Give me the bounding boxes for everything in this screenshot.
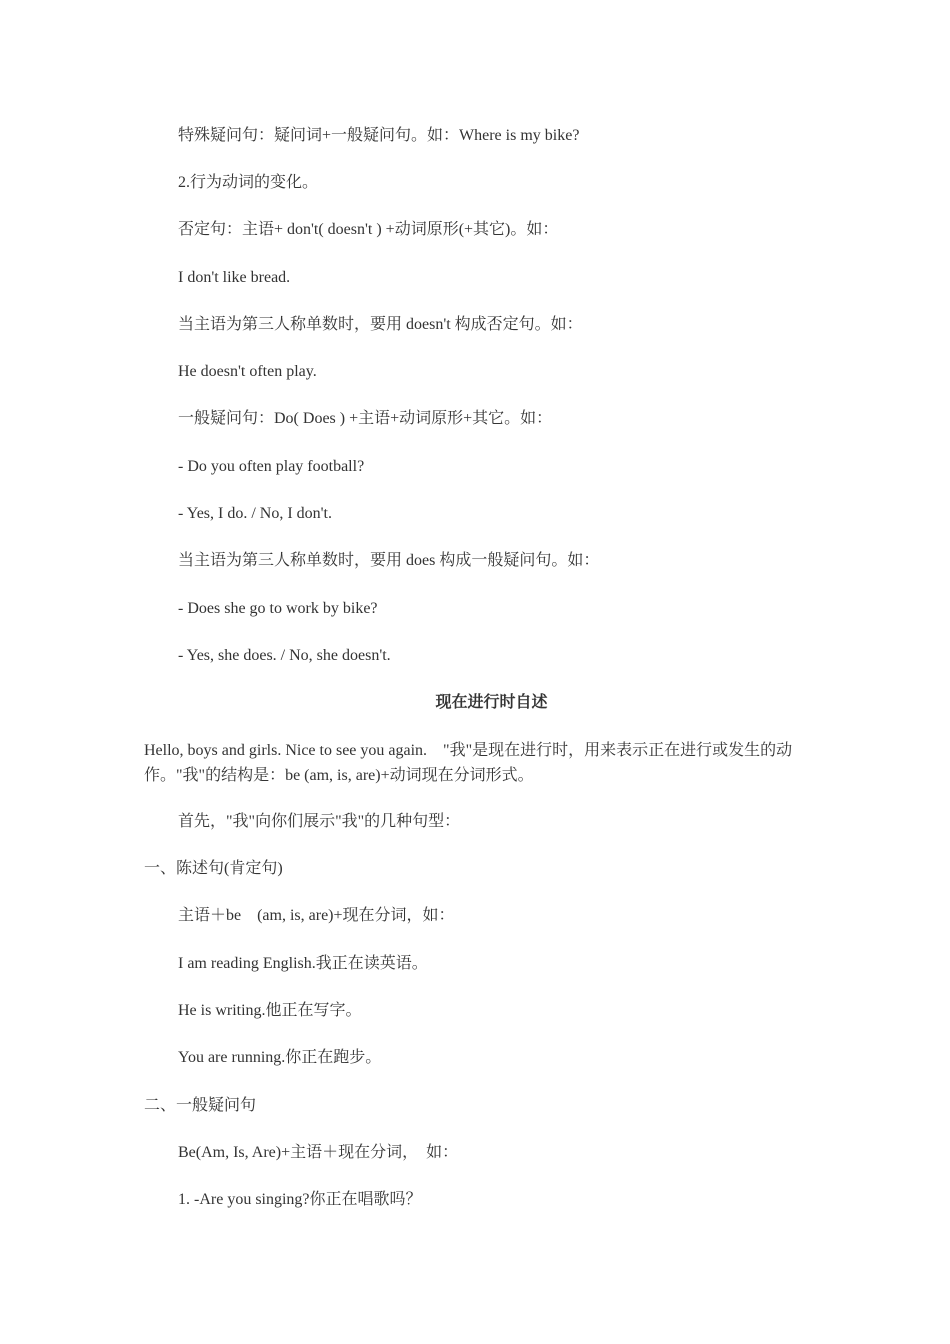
text-line-special-question: 特殊疑问句：疑问词+一般疑问句。如：Where is my bike?: [178, 127, 580, 144]
text-line-example-singing: 1. -Are you singing?你正在唱歌吗？: [178, 1191, 422, 1208]
text-line-example-reading: I am reading English.我正在读英语。: [178, 955, 428, 972]
text-line-negative-rule: 否定句：主语+ don't( doesn't ) +动词原形(+其它)。如：: [178, 221, 559, 238]
text-line-sentence-types-intro: 首先，"我"向你们展示"我"的几种句型：: [178, 813, 461, 830]
text-line-third-person-question: 当主语为第三人称单数时，要用 does 构成一般疑问句。如：: [178, 552, 600, 569]
text-line-question-structure: Be(Am, Is, Are)+主语＋现在分词， 如：: [178, 1144, 459, 1161]
text-line-verb-change: 2.行为动词的变化。: [178, 174, 319, 191]
text-line-example-play: He doesn't often play.: [178, 363, 317, 380]
text-line-example-bike-answer: - Yes, she does. / No, she doesn't.: [178, 647, 391, 664]
text-line-example-football-question: - Do you often play football?: [178, 458, 365, 475]
text-line-example-writing: He is writing.他正在写字。: [178, 1002, 362, 1019]
text-line-example-bike-question: - Does she go to work by bike?: [178, 600, 378, 617]
intro-paragraph: Hello, boys and girls. Nice to see you again. "我"是现在进行时，用来表示正在进行或发生的动作。"我"的结构是：be (am, is, are)+动词现在分词形式。: [144, 742, 793, 784]
subheading-general-question: 二、一般疑问句: [144, 1097, 257, 1114]
text-line-declarative-structure: 主语＋be (am, is, are)+现在分词，如：: [178, 907, 455, 924]
subheading-declarative: 一、陈述句(肯定句): [144, 860, 283, 877]
text-line-example-bread: I don't like bread.: [178, 269, 291, 286]
section-title: 现在进行时自述: [435, 694, 548, 711]
text-line-general-question-rule: 一般疑问句：Do( Does ) +主语+动词原形+其它。如：: [178, 410, 553, 427]
text-line-third-person-negative: 当主语为第三人称单数时，要用 doesn't 构成否定句。如：: [178, 316, 583, 333]
text-line-example-football-answer: - Yes, I do. / No, I don't.: [178, 505, 332, 522]
text-line-example-running: You are running.你正在跑步。: [178, 1049, 382, 1066]
